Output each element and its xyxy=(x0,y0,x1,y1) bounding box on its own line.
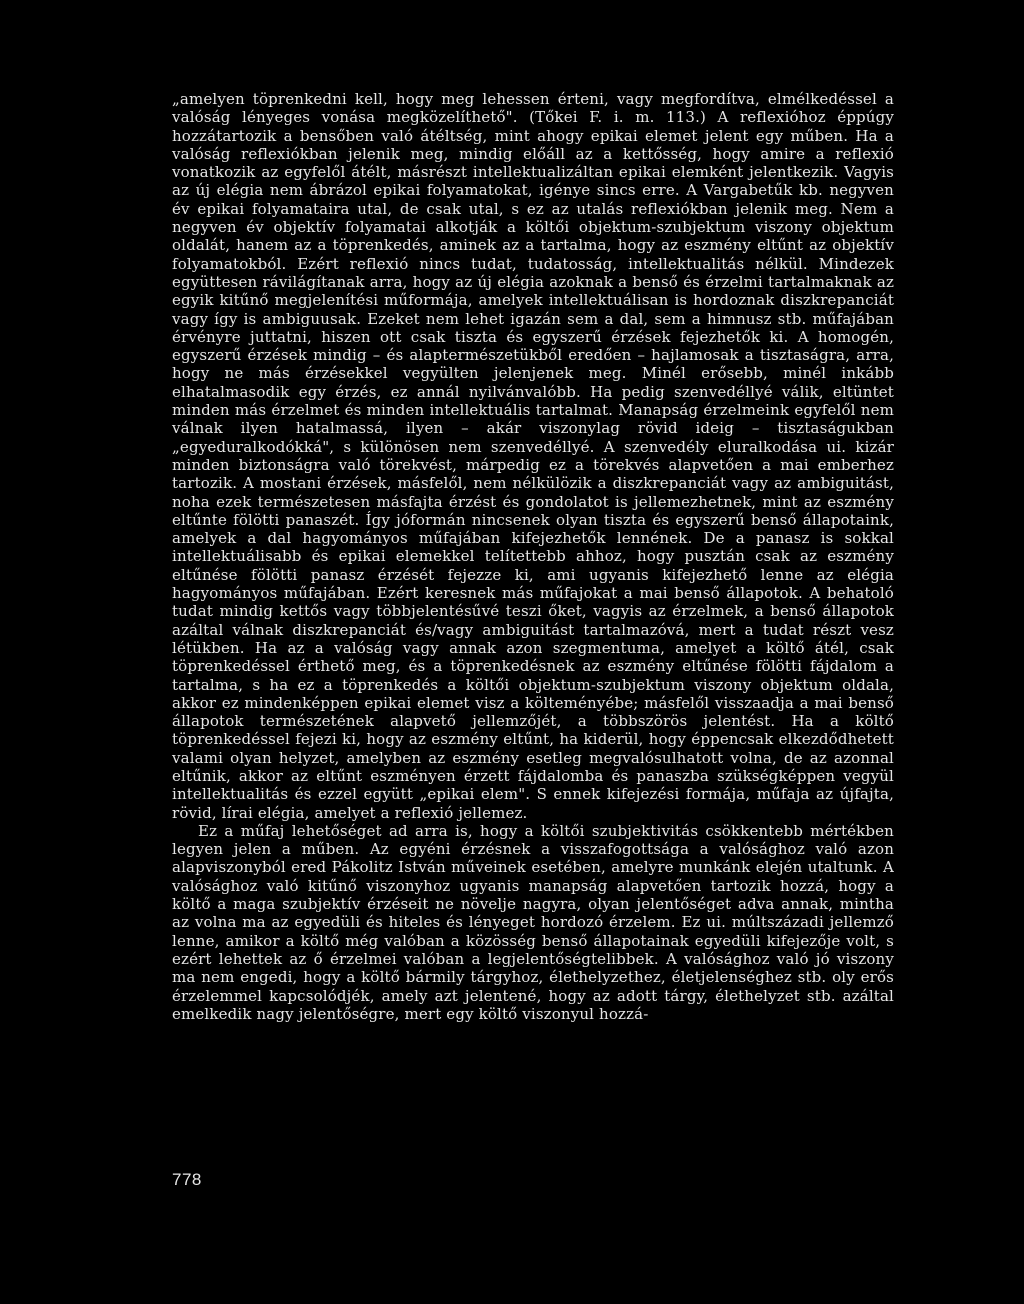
body-text xyxy=(172,90,894,1023)
page-number: 778 xyxy=(172,1170,202,1189)
paragraph-1: „amelyen töprenkedni kell, hogy meg lehessen érteni, vagy megfordítva, elmélkedéssel a valóság lényeges vonása megközelíthető". (Tőkei F. i. m. 113.) A reflexióhoz éppúgy hozzátartozik a bensőben való átéltség, mint ahogy epikai elemet jelent egy műben. Ha a valóság reflexiókban jelenik meg, mindig előáll az a kettősség, hogy amire a reflexió vonatkozik az egyfelől átélt, másrészt intellektualizáltan epikai elemként jelentkezik. Vagyis az új elégia nem ábrázol epikai folyamatokat, igénye sincs erre. A Vargabetűk kb. negyven év epikai folyamataira utal, de csak utal, s ez az utalás reflexiókban jelenik meg. Nem a negyven év objektív folyamatai alkotják a költői objektum-szubjektum viszony objektum oldalát, hanem az a töprenkedés, aminek az a tartalma, hogy az eszmény eltűnt az objektív folyamatokból. Ezért reflexió nincs tudat, tudatosság, intellektualitás nélkül. Mindezek együttesen rávilágítanak arra, hogy az új elégia azoknak a benső és érzelmi tartalmaknak az egyik kitűnő megjelenítési műformája, amelyek intellektuálisan is hordoznak diszkrepanciát vagy így is ambiguusak. Ezeket nem lehet igazán sem a dal, sem a himnusz stb. műfajában érvényre juttatni, hiszen ott csak tiszta és egyszerű érzések fejezhetők ki. A homogén, egyszerű érzések mindig – és alaptermészetükből eredően – hajlamosak a tisztaságra, arra, hogy ne más érzésekkel vegyülten jelenjenek meg. Minél erősebb, minél inkább elhatalmasodik egy érzés, ez annál nyilvánvalóbb. Ha pedig szenvedéllyé válik, eltüntet minden más érzelmet és minden intellektuális tartalmat. Manapság érzelmeink egyfelől nem válnak ilyen hatalmassá, ilyen – akár viszonylag rövid ideig – tisztaságukban „egyeduralkodókká", s különösen nem szenvedéllyé. A szenvedély eluralkodása ui. kizár minden biztonságra való törekvést, márpedig ez a törekvés alapvetően a mai emberhez tartozik. A mostani érzések, másfelől, nem nélkülözik a diszkrepanciát vagy az ambiguitást, noha ezek természetesen másfajta érzést és gondolatot is jellemezhetnek, mint az eszmény eltűnte fölötti panaszét. Így jóformán nincsenek olyan tiszta és egyszerű benső állapotaink, amelyek a dal hagyományos műfajában kifejezhetők lennének. De a panasz is sokkal intellektuálisabb és epikai elemekkel telítettebb ahhoz, hogy pusztán csak az eszmény eltűnése fölötti panasz érzését fejezze ki, ami ugyanis kifejezhető lenne az elégia hagyományos műfajában. Ezért keresnek más műfajokat a mai benső állapotok. A behatoló tudat mindig kettős vagy többjelentésűvé teszi őket, vagyis az érzelmek, a benső állapotok azáltal válnak diszkrepanciát és/vagy ambiguitást tartalmazóvá, mert a tudat részt vesz létükben. Ha az a valóság vagy annak azon szegmentuma, amelyet a költő átél, csak töprenkedéssel érthető meg, és a töprenkedésnek az eszmény eltűnése fölötti fájdalom a tartalma, s ha ez a töprenkedés a költői objektum-szubjektum viszony objektum oldala, akkor ez mindenképpen epikai elemet visz a költeményébe; másfelől visszaadja a mai benső állapotok természetének alapvető jellemzőjét, a többszörös jelentést. Ha a költő töprenkedéssel fejezi ki, hogy az eszmény eltűnt, ha kiderül, hogy éppencsak elkezdődhetett valami olyan helyzet, amelyben az eszmény esetleg megvalósulhatott volna, de az azonnal eltűnik, akkor az eltűnt eszményen érzett fájdalomba és panaszba szükségképpen vegyül intellektualitás és ezzel együtt „epikai elem". S ennek kifejezési formája, műfaja az újfajta, rövid, lírai elégia, amelyet a reflexió jellemez. xyxy=(172,90,894,822)
paragraph-2: Ez a műfaj lehetőséget ad arra is, hogy a költői szubjektivitás csökkentebb mértékben legyen jelen a műben. Az egyéni érzésnek a visszafogottsága a valósághoz való azon alapviszonyból ered Pákolitz István műveinek esetében, amelyre munkánk elején utaltunk. A valósághoz való kitűnő viszonyhoz ugyanis manapság alapvetően tartozik hozzá, hogy a költő a maga szubjektív érzéseit ne növelje nagyra, olyan jelentőséget adva annak, mintha az volna ma az egyedüli és hiteles és lényeget hordozó érzelem. Ez ui. múltszázadi jellemző lenne, amikor a költő még valóban a közösség benső állapotainak egyedüli kifejezője volt, s ezért lehettek az ő érzelmei valóban a legjelentőségtelibbek. A valósághoz való jó viszony ma nem engedi, hogy a költő bármily tárgyhoz, élethelyzethez, életjelenséghez stb. oly erős érzelemmel kapcsolódjék, amely azt jelentené, hogy az adott tárgy, élethelyzet stb. azáltal emelkedik nagy jelentőségre, mert egy költő viszonyul hozzá- xyxy=(172,821,894,1023)
